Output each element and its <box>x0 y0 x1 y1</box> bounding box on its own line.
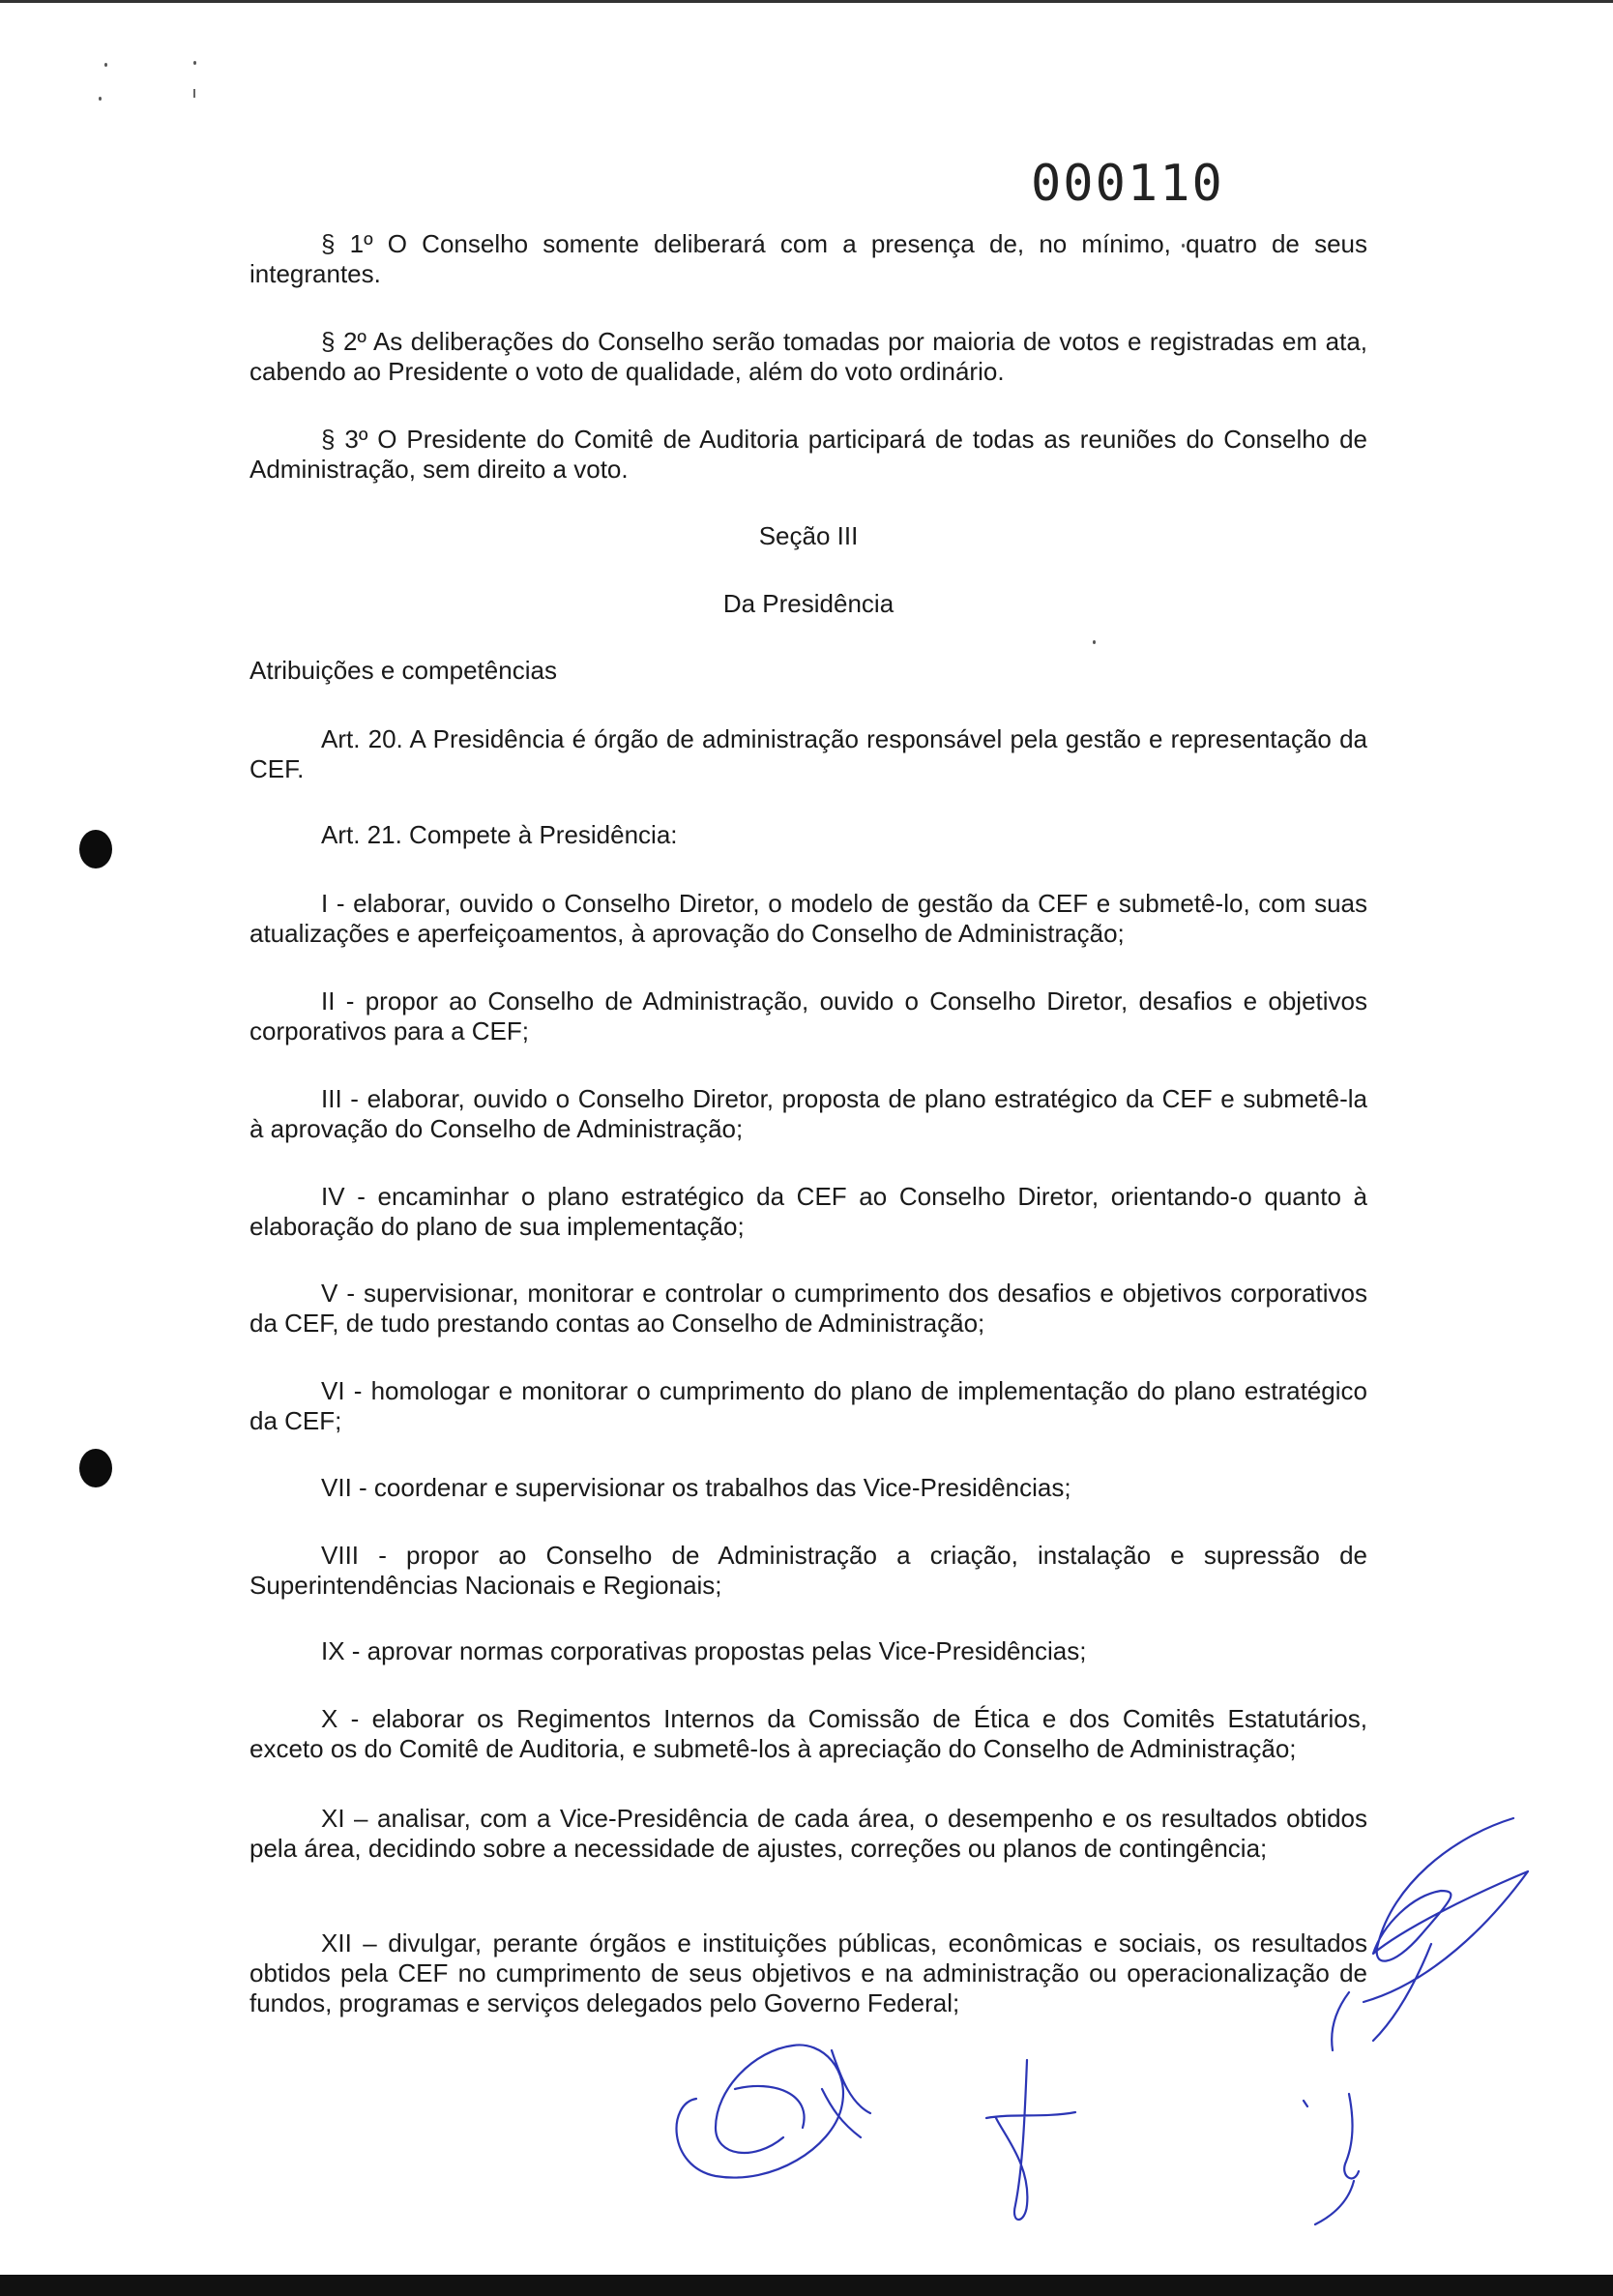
item-ix: IX - aprovar normas corporativas propostas pelas Vice-Presidências; <box>321 1636 1087 1665</box>
item-x: X - elaborar os Regimentos Internos da Comissão de Ética e dos Comitês Estatutários, exceto os do Comitê de Auditoria, e submetê-los à apreciação do Conselho de Administração; <box>249 1704 1367 1763</box>
paragraph-3: § 3º O Presidente do Comitê de Auditoria participará de todas as reuniões do Conselho de Administração, sem direito a voto. <box>249 425 1367 484</box>
section-subtitle: Da Presidência <box>722 589 894 618</box>
item-xii: XII – divulgar, perante órgãos e instituições públicas, econômicas e sociais, os resultados obtidos pela CEF no cumprimento de seus objetivos e na administração ou operacionalização de fundos, programas e serviços delegados pelo Governo Federal; <box>249 1928 1367 2017</box>
signature-bottom-left <box>677 2045 870 2177</box>
scan-bottom-edge <box>0 2275 1613 2296</box>
page-number-stamp: 000110 <box>1031 155 1224 213</box>
item-ii: II - propor ao Conselho de Administração, ouvido o Conselho Diretor, desafios e objetivos corporativos para a CEF; <box>249 986 1367 1045</box>
signature-bottom-middle <box>986 2060 1075 2220</box>
item-i: I - elaborar, ouvido o Conselho Diretor, o modelo de gestão da CEF e submetê-lo, com suas atualizações e aperfeiçoamentos, à aprovação do Conselho de Administração; <box>249 889 1367 948</box>
signature-bottom-right <box>1304 2094 1359 2224</box>
section-title: Seção III <box>758 521 859 550</box>
item-iv: IV - encaminhar o plano estratégico da CEF ao Conselho Diretor, orientando-o quanto à elaboração do plano de sua implementação; <box>249 1182 1367 1241</box>
punch-hole-bottom <box>79 1449 112 1487</box>
item-vi: VI - homologar e monitorar o cumprimento do plano de implementação do plano estratégico da CEF; <box>249 1376 1367 1435</box>
subheading: Atribuições e competências <box>249 656 557 685</box>
item-v: V - supervisionar, monitorar e controlar o cumprimento dos desafios e objetivos corporativos da CEF, de tudo prestando contas ao Conselho de Administração; <box>249 1279 1367 1338</box>
paragraph-1: § 1º O Conselho somente deliberará com a presença de, no mínimo, quatro de seus integrantes. <box>249 229 1367 288</box>
article-20: Art. 20. A Presidência é órgão de administração responsável pela gestão e representação da CEF. <box>249 724 1367 783</box>
paragraph-2: § 2º As deliberações do Conselho serão tomadas por maioria de votos e registradas em ata, cabendo ao Presidente o voto de qualidade, além do voto ordinário. <box>249 327 1367 386</box>
article-21: Art. 21. Compete à Presidência: <box>321 820 678 849</box>
scan-mark <box>193 89 195 98</box>
scan-mark <box>99 97 102 101</box>
scan-mark <box>193 61 196 65</box>
scan-mark <box>104 63 107 67</box>
item-xi: XI – analisar, com a Vice-Presidência de cada área, o desempenho e os resultados obtidos pela área, decidindo sobre a necessidade de ajustes, correções ou planos de contingência; <box>249 1804 1367 1863</box>
item-viii: VIII - propor ao Conselho de Administração a criação, instalação e supressão de Superintendências Nacionais e Regionais; <box>249 1541 1367 1600</box>
punch-hole-top <box>79 830 112 868</box>
item-iii: III - elaborar, ouvido o Conselho Diretor, proposta de plano estratégico da CEF e submetê-la à aprovação do Conselho de Administração; <box>249 1084 1367 1143</box>
item-vii: VII - coordenar e supervisionar os trabalhos das Vice-Presidências; <box>321 1473 1071 1502</box>
scan-mark <box>1093 640 1096 644</box>
scan-top-edge <box>0 0 1613 3</box>
